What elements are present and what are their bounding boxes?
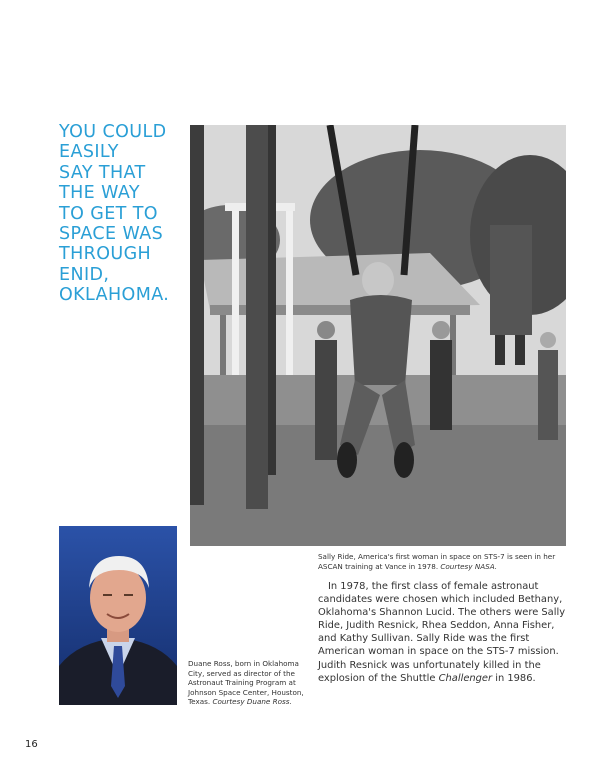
pull-quote-line: EASILY [59,142,119,163]
body-paragraph [318,580,570,685]
main-photo-caption-credit: Courtesy NASA. [440,561,498,571]
pull-quote-line: YOU COULD [59,122,167,142]
pull-quote-line: SAY THAT [59,162,146,183]
pull-quote [59,122,185,306]
pull-quote-line: THE WAY [59,183,140,204]
portrait-caption-credit: Courtesy Duane Ross. [212,697,292,707]
body-text-part1: In 1978, the first class of female astronaut candidates were chosen which included Bethany, Oklahoma's Shannon Lucid. The others were Sally Ride, Judith Resnick, Rhea Seddon, Anna Fisher, and Kathy Sullivan. Sally Ride was the first American woman in space on the STS-7 mission. Judith Resnick was unfortunately killed in the explosion of the Shuttle [318,581,566,684]
main-photo-caption-text: Sally Ride, America's first woman in space on STS-7 is seen in her ASCAN training at Vance in 1978. [318,552,556,571]
pull-quote-line: ENID, [59,264,110,285]
body-text-italic: Challenger [438,672,493,684]
body-text-part2: in 1986. [492,672,536,684]
training-photo-illustration [190,125,566,546]
pull-quote-line: SPACE WAS [59,224,164,245]
page-number: 16 [25,739,38,750]
pull-quote-line: THROUGH [59,244,152,265]
main-photo [190,125,566,546]
pull-quote-line: OKLAHOMA. [59,285,170,306]
portrait-caption [188,659,308,707]
portrait-illustration [59,526,177,705]
portrait-photo [59,526,177,705]
pull-quote-line: TO GET TO [59,203,158,224]
portrait-caption-text: Duane Ross, born in Oklahoma City, served as director of the Astronaut Training Program at Johnson Space Center, Houston, Texas. [188,659,304,707]
body-text [318,580,570,685]
main-photo-caption [318,552,570,571]
